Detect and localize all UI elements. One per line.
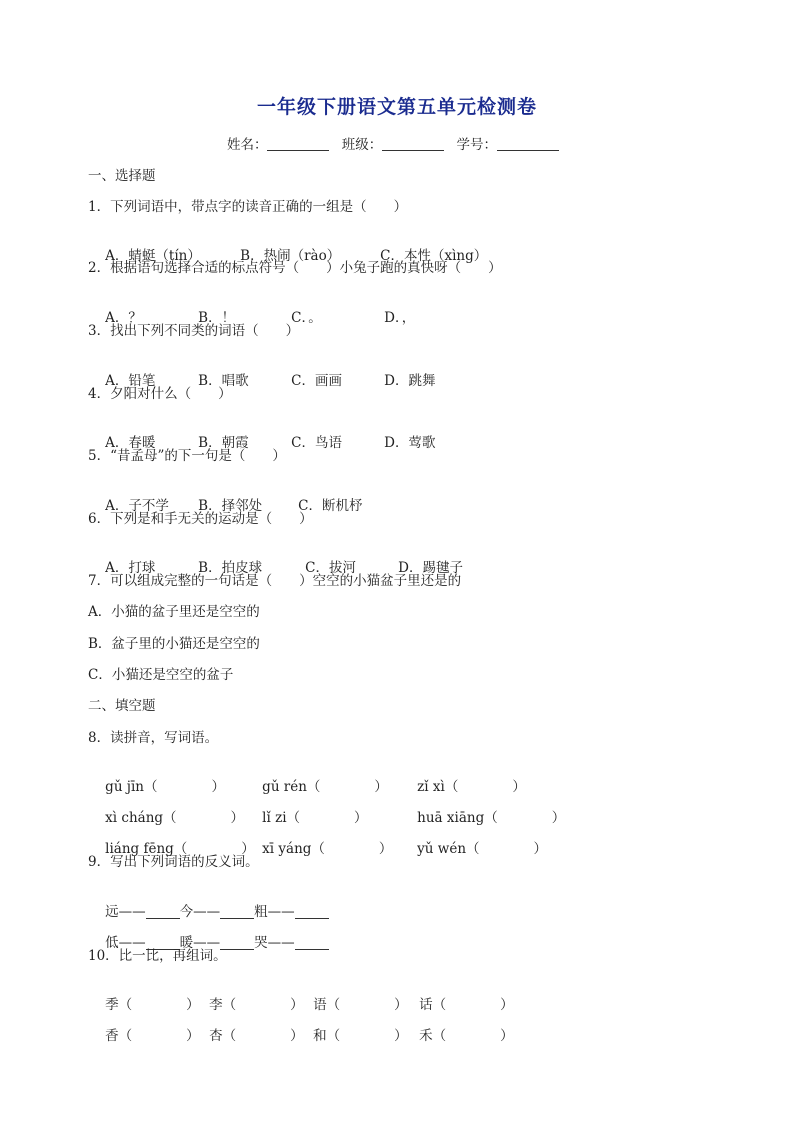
antonym-blank[interactable] <box>295 935 329 950</box>
option-b[interactable]: B．！ <box>198 310 236 326</box>
option-d[interactable]: D．， <box>384 310 416 326</box>
option-c[interactable]: C．本性（xìng） <box>380 248 488 264</box>
pinyin-blank[interactable]: lǐ zi（ ） <box>262 810 368 826</box>
compare-blank[interactable]: 语（ ） <box>313 997 408 1013</box>
option-b[interactable]: B．择邻处 <box>198 498 263 514</box>
name-label: 姓名： <box>226 137 268 153</box>
question-7: 7．可以组成完整的一句话是（ ）空空的小猫盆子里还是的 <box>88 573 462 589</box>
pinyin-blank[interactable]: yǔ wén（ ） <box>417 841 548 857</box>
question-10: 10．比一比，再组词。 <box>88 948 227 964</box>
option-b[interactable]: B．唱歌 <box>198 373 249 389</box>
option-c[interactable]: C．拔河 <box>305 560 357 576</box>
option-a[interactable]: A．蜻蜓（tín） <box>105 248 201 264</box>
question-9: 9．写出下列词语的反义词。 <box>88 854 259 870</box>
option-c[interactable]: C．。 <box>291 310 322 326</box>
option-d[interactable]: D．踢毽子 <box>398 560 463 576</box>
option-c[interactable]: C．断机杼 <box>298 498 363 514</box>
compare-blank[interactable]: 香（ ） <box>105 1028 200 1044</box>
option-a[interactable]: A．春暖 <box>105 435 156 451</box>
pinyin-blank[interactable]: xī yáng（ ） <box>262 841 393 857</box>
question-4: 4．夕阳对什么（ ） <box>88 386 232 402</box>
section-heading-fill: 二、填空题 <box>88 698 156 714</box>
antonym-word: 低—— <box>105 935 146 951</box>
option-c[interactable]: C．画画 <box>291 373 343 389</box>
option-a[interactable]: A．子不学 <box>105 498 169 514</box>
antonym-word: 今—— <box>179 904 221 920</box>
option-d[interactable]: D．跳舞 <box>384 373 436 389</box>
name-blank[interactable] <box>267 136 329 151</box>
option-b[interactable]: B．热闹（rào） <box>240 248 341 264</box>
compare-row <box>88 1009 514 1063</box>
pinyin-blank[interactable]: liáng fēng（ ） <box>105 841 255 857</box>
antonym-word: 远—— <box>105 904 146 920</box>
option-b[interactable]: B．拍皮球 <box>198 560 263 576</box>
class-label: 班级： <box>341 137 383 153</box>
pinyin-blank[interactable]: xì cháng（ ） <box>105 810 245 826</box>
question-1: 1．下列词语中，带点字的读音正确的一组是（ ） <box>88 199 408 215</box>
pinyin-blank[interactable]: gǔ rén（ ） <box>262 779 388 795</box>
option-a[interactable]: A．小猫的盆子里还是空空的 <box>88 604 260 620</box>
antonym-word: 哭—— <box>254 935 295 951</box>
compare-blank[interactable]: 禾（ ） <box>419 1028 514 1044</box>
student-info <box>0 133 794 153</box>
option-c[interactable]: C．鸟语 <box>291 435 343 451</box>
class-blank[interactable] <box>382 136 444 151</box>
number-blank[interactable] <box>497 136 559 151</box>
pinyin-blank[interactable]: gǔ jīn（ ） <box>105 779 225 795</box>
option-a[interactable]: A．打球 <box>105 560 156 576</box>
page-title: 一年级下册语文第五单元检测卷 <box>256 96 537 118</box>
option-b[interactable]: B．朝霞 <box>198 435 249 451</box>
question-2: 2．根据语句选择合适的标点符号（ ）小兔子跑的真快呀（ ） <box>88 260 502 276</box>
question-3: 3．找出下列不同类的词语（ ） <box>88 323 300 339</box>
option-d[interactable]: D．莺歌 <box>384 435 436 451</box>
compare-blank[interactable]: 李（ ） <box>209 997 304 1013</box>
antonym-word: 暖—— <box>179 935 221 951</box>
option-b[interactable]: B．盆子里的小猫还是空空的 <box>88 636 260 652</box>
option-a[interactable]: A．？ <box>105 310 142 326</box>
question-5: 5．“昔孟母”的下一句是（ ） <box>88 448 286 464</box>
compare-blank[interactable]: 话（ ） <box>419 997 514 1013</box>
pinyin-blank[interactable]: zǐ xì（ ） <box>417 779 526 795</box>
section-heading-choice: 一、选择题 <box>88 168 156 184</box>
number-label: 学号： <box>456 137 498 153</box>
antonym-word: 粗—— <box>254 904 295 920</box>
compare-blank[interactable]: 季（ ） <box>105 997 200 1013</box>
compare-blank[interactable]: 和（ ） <box>313 1028 408 1044</box>
compare-blank[interactable]: 杏（ ） <box>209 1028 304 1044</box>
question-8: 8．读拼音，写词语。 <box>88 730 219 746</box>
pinyin-blank[interactable]: huā xiāng（ ） <box>417 810 566 826</box>
question-6: 6．下列是和手无关的运动是（ ） <box>88 511 313 527</box>
option-a[interactable]: A．铅笔 <box>105 373 156 389</box>
option-c[interactable]: C．小猫还是空空的盆子 <box>88 667 234 683</box>
